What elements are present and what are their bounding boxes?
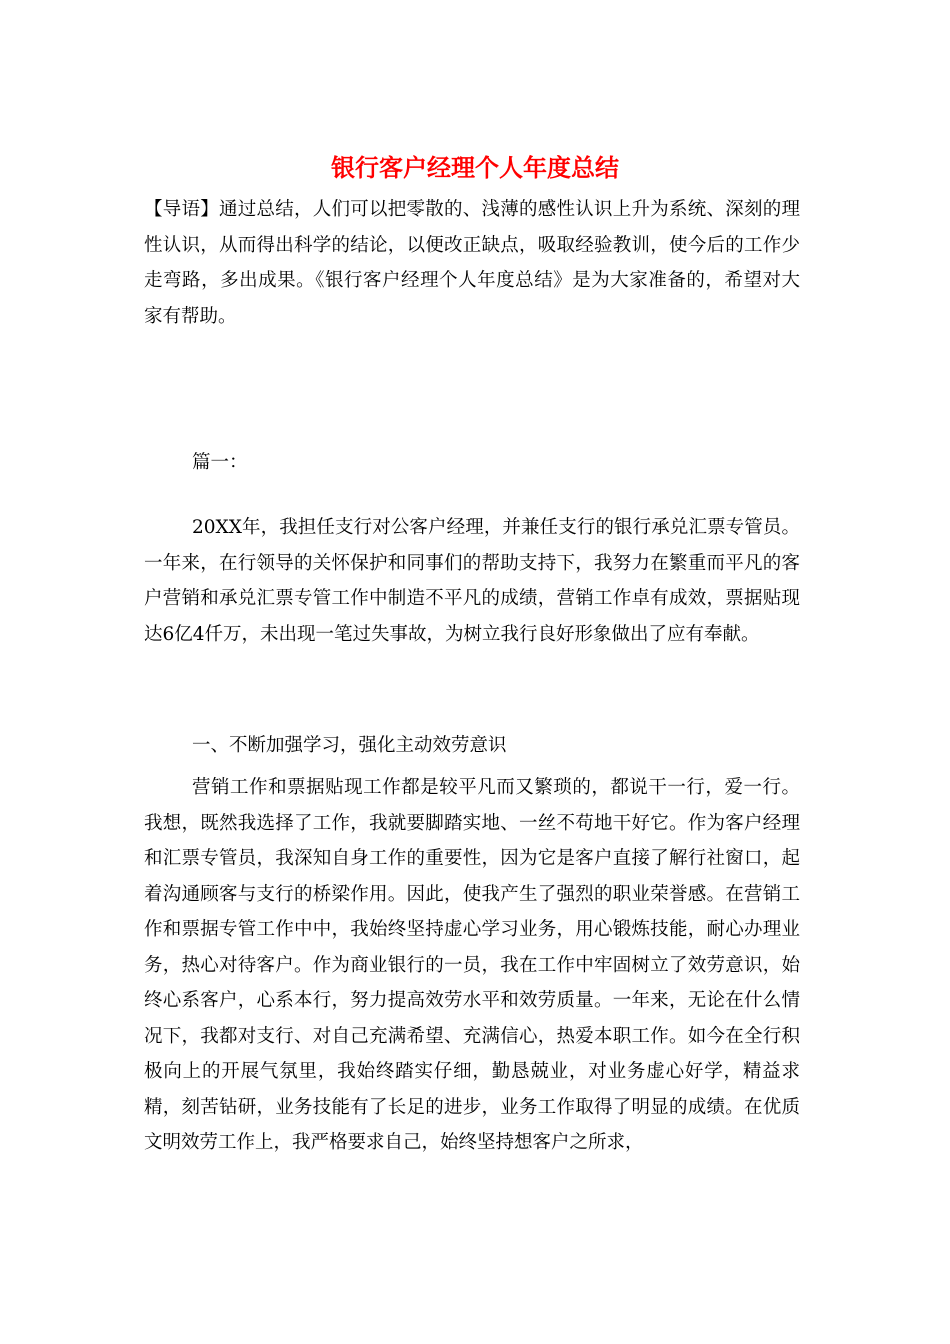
section-heading: 一、不断加强学习，强化主动效劳意识 [192, 735, 507, 756]
section-one-paragraph: 营销工作和票据贴现工作都是较平凡而又繁琐的，都说干一行，爱一行。我想，既然我选择了工作，我就要脚踏实地、一丝不苟地干好它。作为客户经理和汇票专管员，我深知自身工作的重要性，因为它是客户直接了解行社窗口，起着沟通顾客与支行的桥梁作用。因此，使我产生了强烈的职业荣誉感。在营销工作和票据专管工作中中，我始终坚持虚心学习业务，用心锻炼技能，耐心办理业务，热心对待客户。作为商业银行的一员，我在工作中牢固树立了效劳意识，始终心系客户，心系本行，努力提高效劳水平和效劳质量。一年来，无论在什么情况下，我都对支行、对自己充满希望、充满信心，热爱本职工作。如今在全行积极向上的开展气氛里，我始终踏实仔细，勤恳兢业，对业务虚心好学，精益求精，刻苦钻研，业务技能有了长足的进步，业务工作取得了明显的成绩。在优质文明效劳工作上，我严格要求自己，始终坚持想客户之所求， [144, 777, 800, 1153]
document-title: 银行客户经理个人年度总结 [331, 153, 619, 182]
lead-paragraph: 【导语】通过总结，人们可以把零散的、浅薄的感性认识上升为系统、深刻的理性认识，从而得出科学的结论，以便改正缺点，吸取经验教训，使今后的工作少走弯路，多出成果。《银行客户经理个人年度总结》是为大家准备的，希望对大家有帮助。 [144, 199, 800, 327]
intro-paragraph: 20XX年，我担任支行对公客户经理，并兼任支行的银行承兑汇票专管员。一年来，在行领导的关怀保护和同事们的帮助支持下，我努力在繁重而平凡的客户营销和承兑汇票专管工作中制造不平凡的成绩，营销工作卓有成效，票据贴现达6亿4仟万，未出现一笔过失事故，为树立我行良好形象做出了应有奉献。 [144, 517, 800, 645]
part-label: 篇一： [192, 452, 248, 473]
